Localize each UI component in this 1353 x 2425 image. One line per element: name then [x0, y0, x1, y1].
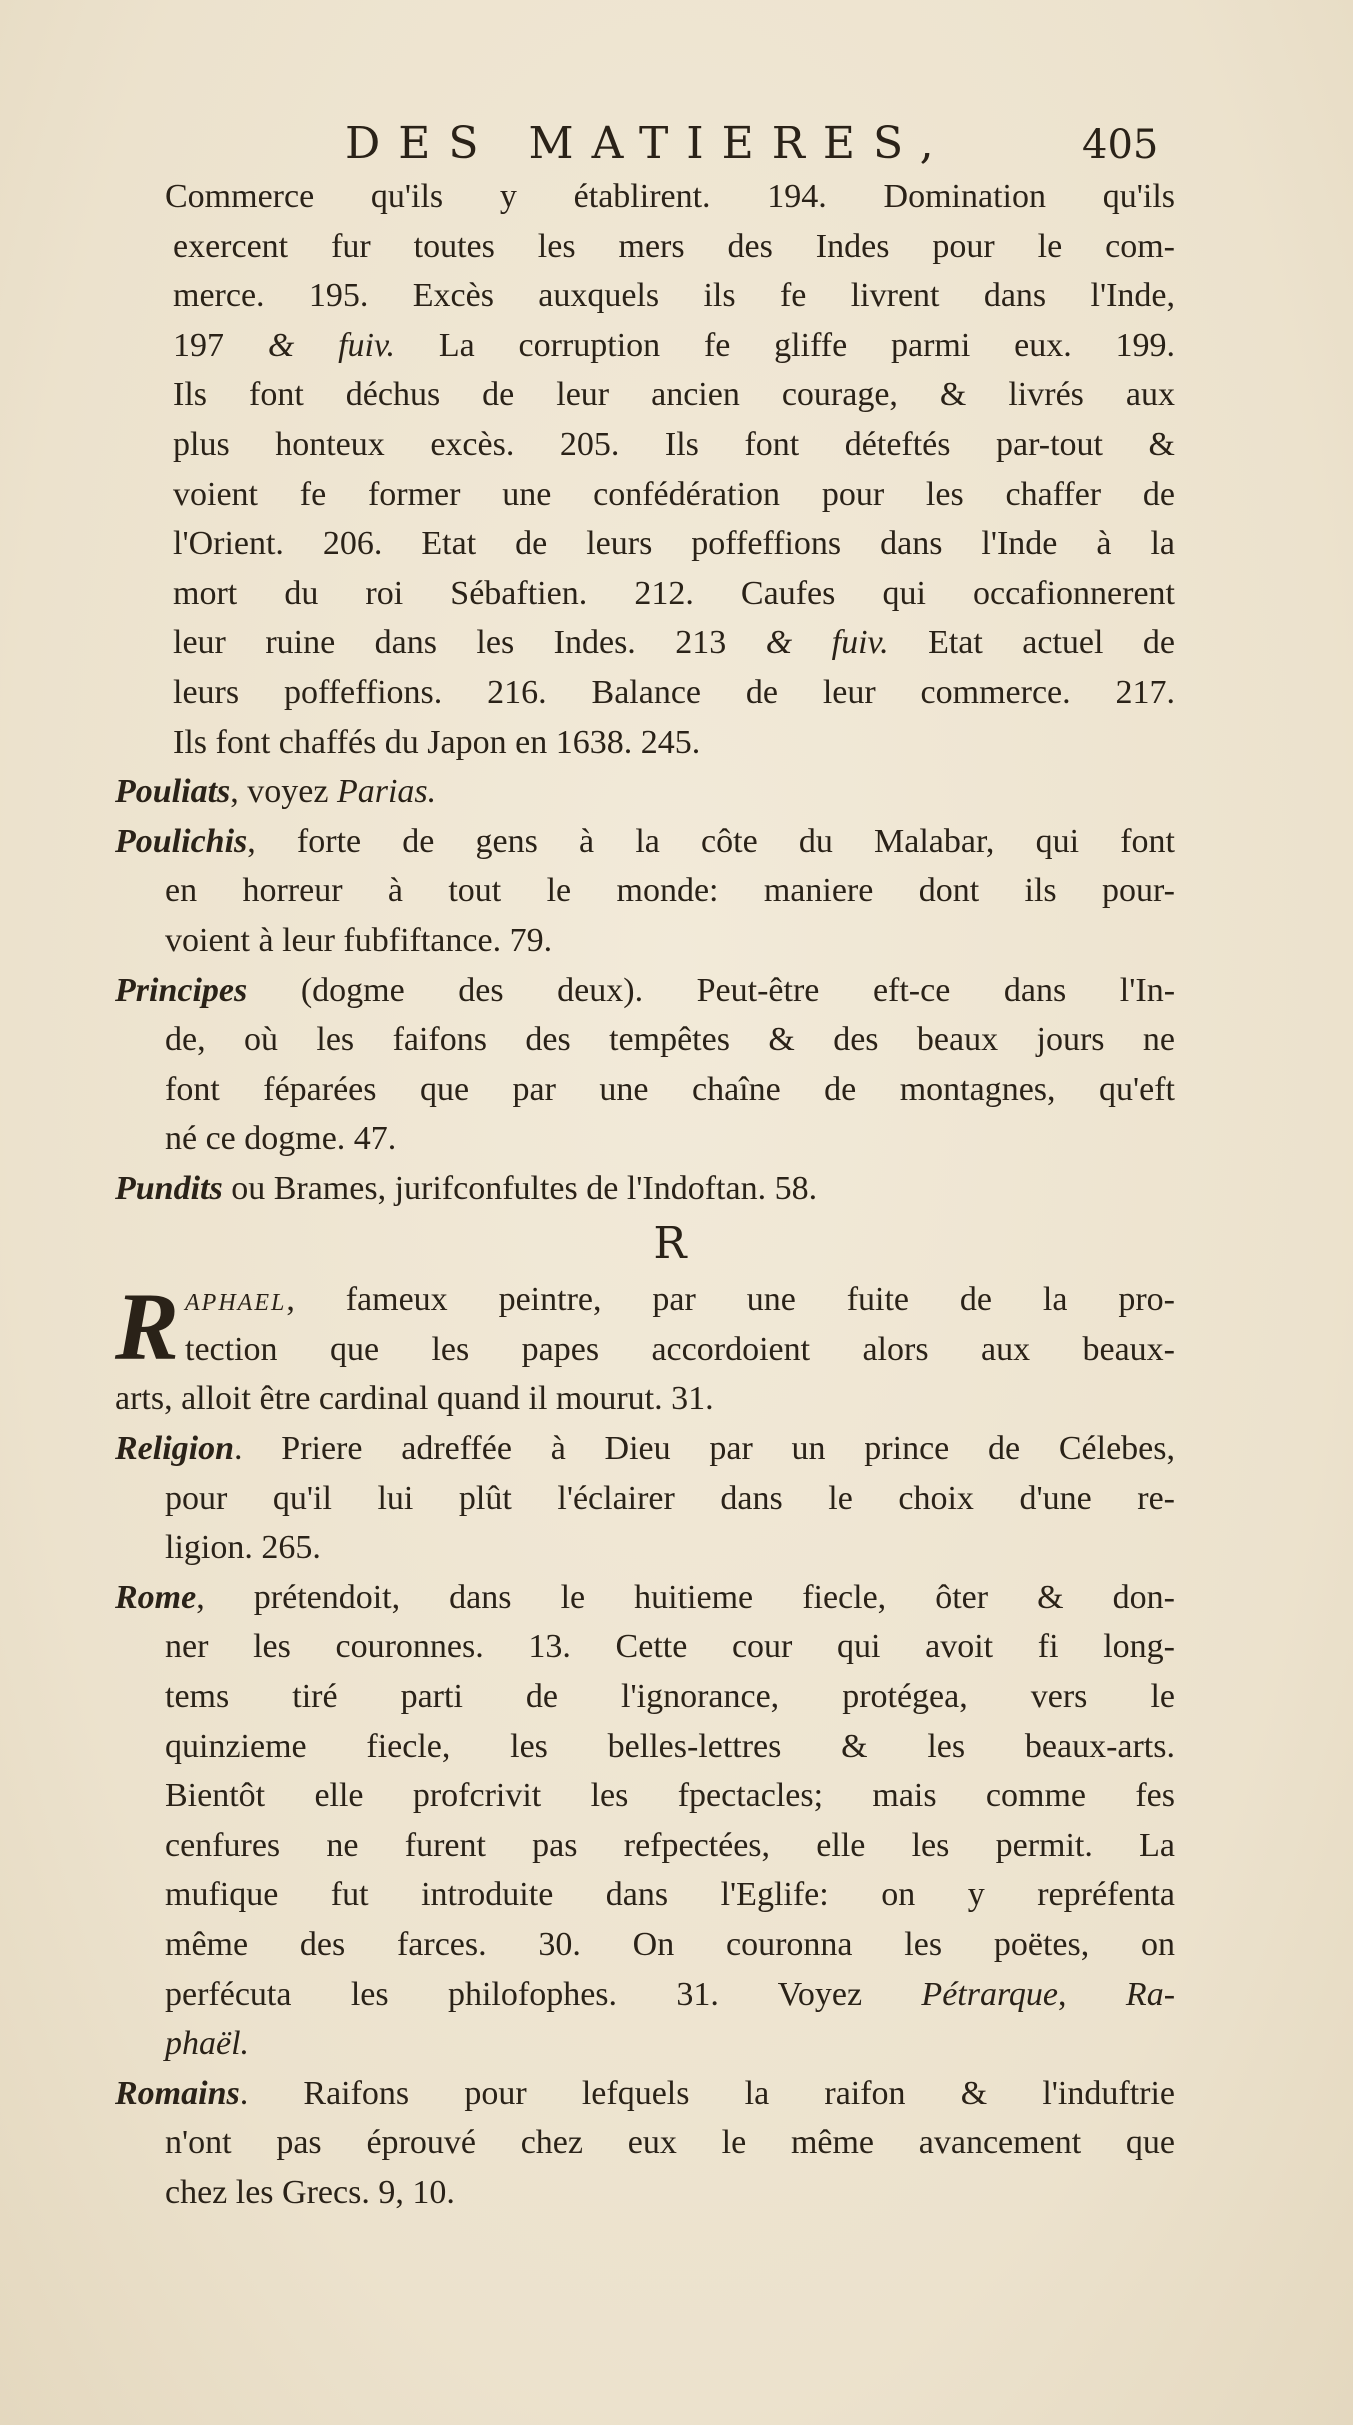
running-head: DES MATIERES,: [345, 118, 952, 169]
text-line: leurs poffeffions. 216. Balance de leur commerce. 217.: [173, 673, 1175, 711]
cross-reference: Ra-: [1125, 1975, 1175, 2013]
entry-head: Principes: [115, 971, 248, 1009]
text-line: aphael, fameux peintre, par une fuite de la pro-: [185, 1281, 1175, 1319]
text-line: Ils font chaffés du Japon en 1638. 245.: [173, 723, 701, 761]
drop-cap: R: [115, 1273, 180, 1381]
text-line: voient fe former une confédération pour les chaffer de: [173, 475, 1175, 513]
entry-pouliats: Pouliats, voyez Parias.: [115, 773, 437, 811]
page-number: 405: [1082, 122, 1159, 168]
text-line: exercent fur toutes les mers des Indes pour le com-: [173, 227, 1175, 265]
text-line: Commerce qu'ils y établirent. 194. Domination qu'ils: [165, 178, 1175, 215]
entry-head: Religion: [115, 1430, 235, 1468]
text-line: quinzieme fiecle, les belles-lettres & les beaux-arts.: [165, 1727, 1175, 1765]
cross-reference: phaël.: [165, 2025, 250, 2063]
text-line: perfécuta les philofophes. 31. Voyez Pétrarque, Ra-: [165, 1975, 1175, 2013]
entry-principes: Principes (dogme des deux). Peut-être eft-ce dans l'In-: [115, 971, 1175, 1009]
section-letter: R: [653, 1218, 687, 1270]
entry-romains: Romains. Raifons pour lefquels la raifon & l'induftrie: [115, 2074, 1175, 2112]
text-line: tems tiré parti de l'ignorance, protégea, vers le: [165, 1678, 1175, 1716]
text-line: [165, 2019, 1175, 2069]
entry-head: Pouliats: [115, 773, 231, 811]
text-line: pour qu'il lui plût l'éclairer dans le choix d'une re-: [165, 1479, 1175, 1517]
entry-head: aphael: [185, 1281, 287, 1319]
text-line: leur ruine dans les Indes. 213 & fuiv. Etat actuel de: [173, 624, 1175, 662]
text-line: arts, alloit être cardinal quand il mourut. 31.: [115, 1380, 714, 1418]
text-line: merce. 195. Excès auxquels ils fe livrent dans l'Inde,: [173, 277, 1175, 315]
entry-head: Rome: [115, 1578, 197, 1616]
text-line: ligion. 265.: [165, 1529, 321, 1567]
entry-religion: Religion. Priere adreffée à Dieu par un prince de Célebes,: [115, 1430, 1175, 1468]
text-line: né ce dogme. 47.: [165, 1120, 397, 1158]
text-line: font féparées que par une chaîne de montagnes, qu'eft: [165, 1070, 1175, 1108]
text-line: 197 & fuiv. La corruption fe gliffe parmi eux. 199.: [173, 326, 1175, 364]
text-line: n'ont pas éprouvé chez eux le même avancement que: [165, 2124, 1175, 2162]
text-line: Bientôt elle profcrivit les fpectacles; mais comme fes: [165, 1777, 1175, 1815]
entry-poulichis: Poulichis, forte de gens à la côte du Malabar, qui font: [115, 822, 1175, 860]
entry-raphael: [115, 1273, 1175, 1381]
text-line: de, où les faifons des tempêtes & des beaux jours ne: [165, 1021, 1175, 1059]
entry-rome: Rome, prétendoit, dans le huitieme fiecle, ôter & don-: [115, 1578, 1175, 1616]
text-line: plus honteux excès. 205. Ils font déteftés par-tout &: [173, 425, 1175, 463]
cross-reference: Pétrarque: [921, 1975, 1059, 2013]
text-line: Ils font déchus de leur ancien courage, & livrés aux: [173, 376, 1175, 414]
text-line: voient à leur fubfiftance. 79.: [165, 921, 553, 959]
entry-pundits: Pundits ou Brames, jurifconfultes de l'Indoftan. 58.: [115, 1169, 818, 1207]
text-line: chez les Grecs. 9, 10.: [165, 2173, 455, 2211]
entry-head: Pundits: [115, 1169, 223, 1207]
cross-reference: Parias.: [336, 773, 437, 811]
text-line: en horreur à tout le monde: maniere dont ils pour-: [165, 872, 1175, 910]
entry-head: Romains: [115, 2074, 240, 2112]
text-line: cenfures ne furent pas refpectées, elle les permit. La: [165, 1826, 1175, 1864]
text-line: l'Orient. 206. Etat de leurs poffeffions dans l'Inde à la: [173, 525, 1175, 563]
text-line: mort du roi Sébaftien. 212. Caufes qui occafionnerent: [173, 574, 1175, 612]
text-line: même des farces. 30. On couronna les poëtes, on: [165, 1926, 1175, 1963]
text-line: ner les couronnes. 13. Cette cour qui avoit fi long-: [165, 1628, 1175, 1666]
text-line: tection que les papes accordoient alors aux beaux-: [185, 1331, 1175, 1369]
index-text: [115, 172, 1175, 2218]
entry-head: Poulichis: [115, 822, 248, 860]
text-line: mufique fut introduite dans l'Eglife: on y repréfenta: [165, 1876, 1175, 1914]
page-header: [0, 118, 1353, 178]
